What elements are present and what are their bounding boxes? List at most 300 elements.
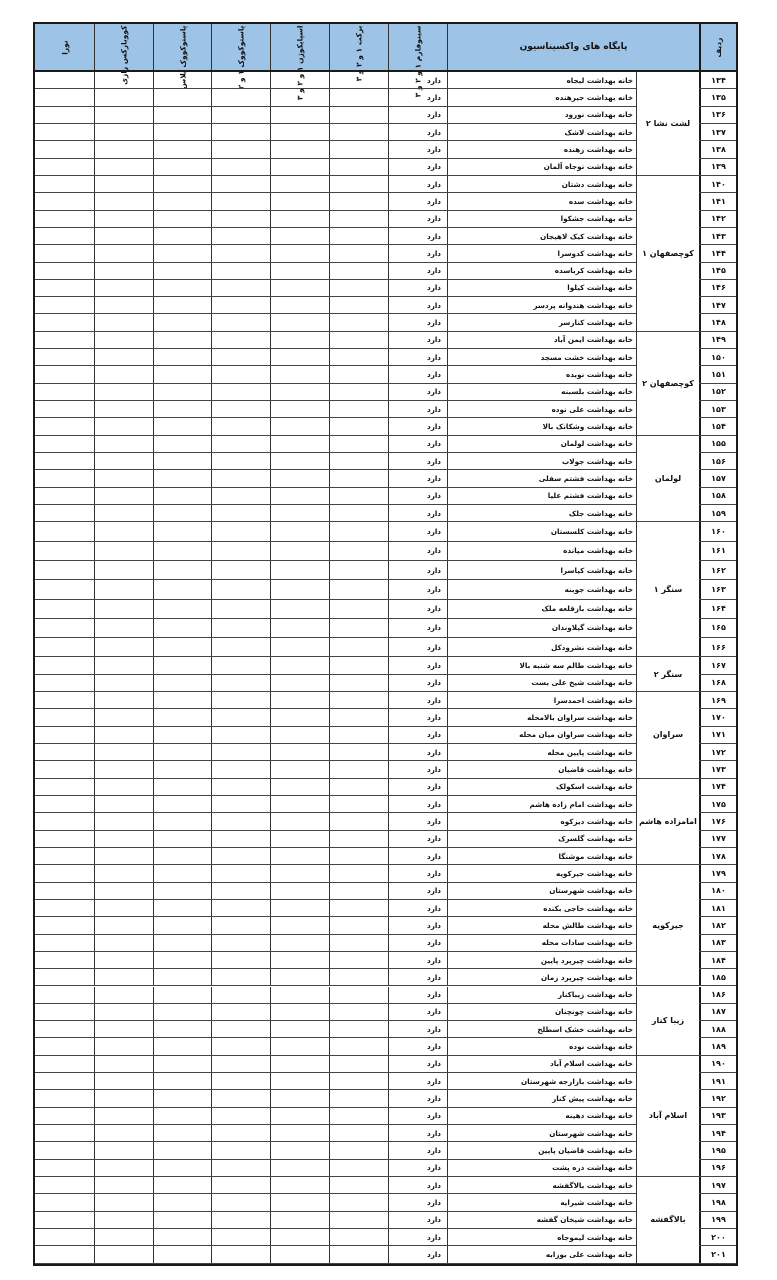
cell-sinopharm-status: دارد	[388, 1108, 447, 1124]
cell-site-name: خانه بهداشت نشرودکل	[447, 638, 636, 656]
cell-pasteur-12	[211, 727, 270, 743]
header-spikogen-label: اسپایکوژن ۱ و ۲ و ۳	[295, 25, 305, 100]
cell-site-name: خانه بهداشت طالش محله	[447, 917, 636, 933]
table-row	[35, 488, 736, 505]
cell-razi	[94, 900, 153, 916]
cell-site-name: خانه بهداشت زهنده	[447, 141, 636, 157]
cell-spikogen	[270, 1004, 329, 1020]
cell-row-number: ۱۳۴	[699, 72, 736, 88]
cell-pasteur-plus	[153, 89, 211, 105]
cell-row-number: ۱۶۳	[699, 580, 736, 598]
cell-pasteur-plus	[153, 124, 211, 140]
cell-site-name: خانه بهداشت اسلام آباد	[447, 1056, 636, 1072]
cell-row-number: ۱۷۹	[699, 865, 736, 881]
cell-barekat	[329, 813, 388, 829]
cell-razi	[94, 638, 153, 656]
cell-sinopharm-status: دارد	[388, 349, 447, 365]
cell-barekat	[329, 418, 388, 434]
cell-row-number: ۱۴۸	[699, 314, 736, 330]
cell-spikogen	[270, 831, 329, 847]
cell-site-name: خانه بهداشت سراوان بالامحله	[447, 709, 636, 725]
cell-noora	[35, 488, 94, 504]
cell-site-name: خانه بهداشت خشک اسطلخ	[447, 1021, 636, 1037]
cell-barekat	[329, 727, 388, 743]
cell-barekat	[329, 72, 388, 88]
cell-row-number: ۱۹۰	[699, 1056, 736, 1072]
cell-pasteur-plus	[153, 883, 211, 899]
cell-sinopharm-status: دارد	[388, 89, 447, 105]
cell-spikogen	[270, 332, 329, 348]
cell-spikogen	[270, 1056, 329, 1072]
cell-barekat	[329, 883, 388, 899]
cell-pasteur-12	[211, 744, 270, 760]
cell-spikogen	[270, 1125, 329, 1141]
cell-pasteur-12	[211, 657, 270, 673]
table-row	[35, 542, 736, 561]
cell-pasteur-12	[211, 159, 270, 175]
cell-noora	[35, 1038, 94, 1054]
cell-site-name: خانه بهداشت گلسرک	[447, 831, 636, 847]
cell-pasteur-12	[211, 900, 270, 916]
table-row	[35, 1090, 736, 1107]
cell-barekat	[329, 263, 388, 279]
cell-razi	[94, 831, 153, 847]
cell-pasteur-12	[211, 779, 270, 795]
cell-razi	[94, 1229, 153, 1245]
cell-spikogen	[270, 619, 329, 637]
cell-pasteur-12	[211, 141, 270, 157]
cell-barekat	[329, 952, 388, 968]
cell-sinopharm-status: دارد	[388, 561, 447, 579]
cell-spikogen	[270, 761, 329, 777]
cell-row-number: ۱۷۳	[699, 761, 736, 777]
cell-sinopharm-status: دارد	[388, 436, 447, 452]
table-row	[35, 384, 736, 401]
cell-razi	[94, 580, 153, 598]
cell-barekat	[329, 107, 388, 123]
cell-noora	[35, 176, 94, 192]
cell-noora	[35, 709, 94, 725]
cell-pasteur-plus	[153, 600, 211, 618]
cell-sinopharm-status: دارد	[388, 280, 447, 296]
group-cell: سنگر ۱	[636, 522, 699, 657]
table-row	[35, 761, 736, 778]
cell-sinopharm-status: دارد	[388, 332, 447, 348]
cell-row-number: ۱۵۹	[699, 505, 736, 521]
cell-pasteur-plus	[153, 159, 211, 175]
cell-row-number: ۱۵۳	[699, 401, 736, 417]
cell-noora	[35, 779, 94, 795]
cell-pasteur-plus	[153, 1160, 211, 1176]
group-cell: جیرکویه	[636, 865, 699, 986]
cell-noora	[35, 952, 94, 968]
cell-site-name: خانه بهداشت جولاب	[447, 453, 636, 469]
cell-site-name: خانه بهداشت دشتان	[447, 176, 636, 192]
table-row	[35, 1229, 736, 1246]
header-site-label: پایگاه های واکسیناسیون	[519, 42, 628, 52]
cell-barekat	[329, 297, 388, 313]
cell-razi	[94, 1038, 153, 1054]
cell-pasteur-12	[211, 796, 270, 812]
table-row	[35, 453, 736, 470]
cell-site-name: خانه بهداشت جوبنه	[447, 580, 636, 598]
cell-razi	[94, 796, 153, 812]
cell-row-number: ۱۴۱	[699, 193, 736, 209]
cell-barekat	[329, 542, 388, 560]
cell-pasteur-plus	[153, 619, 211, 637]
cell-site-name: خانه بهداشت امام زاده هاشم	[447, 796, 636, 812]
cell-pasteur-12	[211, 865, 270, 881]
cell-pasteur-plus	[153, 107, 211, 123]
cell-sinopharm-status: دارد	[388, 505, 447, 521]
cell-pasteur-plus	[153, 1004, 211, 1020]
header-pasteur-plus-label: پاستوکووک پلاس	[178, 25, 187, 89]
header-noora-label: نورا	[60, 39, 69, 55]
cell-pasteur-12	[211, 1177, 270, 1193]
cell-site-name: خانه بهداشت بلسبنه	[447, 384, 636, 400]
cell-razi	[94, 418, 153, 434]
cell-pasteur-12	[211, 935, 270, 951]
cell-site-name: خانه بهداشت فشتم سفلی	[447, 470, 636, 486]
cell-site-name: خانه بهداشت موشنگا	[447, 848, 636, 864]
cell-barekat	[329, 1125, 388, 1141]
cell-sinopharm-status: دارد	[388, 1212, 447, 1228]
cell-razi	[94, 193, 153, 209]
cell-site-name: خانه بهداشت بالاگفشه	[447, 1177, 636, 1193]
cell-site-name: خانه بهداشت شهرستان	[447, 1125, 636, 1141]
cell-pasteur-plus	[153, 401, 211, 417]
cell-site-name: خانه بهداشت جیرکویه	[447, 865, 636, 881]
cell-row-number: ۱۹۳	[699, 1108, 736, 1124]
cell-noora	[35, 657, 94, 673]
cell-barekat	[329, 193, 388, 209]
cell-razi	[94, 384, 153, 400]
cell-site-name: خانه بهداشت هندوانه پردسر	[447, 297, 636, 313]
cell-barekat	[329, 384, 388, 400]
cell-sinopharm-status: دارد	[388, 675, 447, 691]
cell-sinopharm-status: دارد	[388, 1177, 447, 1193]
table-row	[35, 522, 736, 541]
cell-site-name: خانه بهداشت احمدسرا	[447, 692, 636, 708]
cell-razi	[94, 917, 153, 933]
cell-sinopharm-status: دارد	[388, 72, 447, 88]
cell-pasteur-12	[211, 709, 270, 725]
table-row	[35, 638, 736, 657]
cell-row-number: ۱۹۱	[699, 1073, 736, 1089]
cell-sinopharm-status: دارد	[388, 1160, 447, 1176]
cell-razi	[94, 542, 153, 560]
cell-barekat	[329, 1160, 388, 1176]
cell-site-name: خانه بهداشت پیش کنار	[447, 1090, 636, 1106]
cell-spikogen	[270, 542, 329, 560]
cell-noora	[35, 89, 94, 105]
group-cell: لولمان	[636, 436, 699, 523]
cell-noora	[35, 796, 94, 812]
cell-razi	[94, 969, 153, 985]
cell-site-name: خانه بهداشت علی نوده	[447, 401, 636, 417]
group-cell: سراوان	[636, 692, 699, 779]
cell-barekat	[329, 401, 388, 417]
cell-row-number: ۱۹۸	[699, 1194, 736, 1210]
header-razi	[94, 24, 153, 85]
cell-pasteur-plus	[153, 470, 211, 486]
cell-row-number: ۱۷۲	[699, 744, 736, 760]
cell-pasteur-12	[211, 1021, 270, 1037]
cell-sinopharm-status: دارد	[388, 883, 447, 899]
cell-barekat	[329, 89, 388, 105]
cell-razi	[94, 228, 153, 244]
cell-sinopharm-status: دارد	[388, 453, 447, 469]
cell-spikogen	[270, 744, 329, 760]
table-row	[35, 332, 736, 349]
table-row	[35, 675, 736, 692]
group-cell: لشت نشا ۲	[636, 72, 699, 176]
cell-spikogen	[270, 657, 329, 673]
cell-pasteur-12	[211, 675, 270, 691]
cell-razi	[94, 779, 153, 795]
table-row	[35, 1125, 736, 1142]
cell-row-number: ۱۶۸	[699, 675, 736, 691]
cell-row-number: ۱۵۱	[699, 366, 736, 382]
cell-site-name: خانه بهداشت شهرستان	[447, 883, 636, 899]
cell-row-number: ۱۳۵	[699, 89, 736, 105]
cell-spikogen	[270, 900, 329, 916]
cell-noora	[35, 124, 94, 140]
cell-sinopharm-status: دارد	[388, 619, 447, 637]
cell-pasteur-12	[211, 470, 270, 486]
cell-row-number: ۱۹۷	[699, 1177, 736, 1193]
cell-barekat	[329, 561, 388, 579]
cell-spikogen	[270, 314, 329, 330]
vaccination-sites-table	[33, 22, 738, 1266]
cell-pasteur-plus	[153, 211, 211, 227]
cell-row-number: ۱۵۵	[699, 436, 736, 452]
cell-pasteur-plus	[153, 657, 211, 673]
table-row	[35, 744, 736, 761]
cell-spikogen	[270, 917, 329, 933]
cell-pasteur-12	[211, 124, 270, 140]
cell-spikogen	[270, 1246, 329, 1262]
cell-site-name: خانه بهداشت شیخان گفشه	[447, 1212, 636, 1228]
cell-noora	[35, 1160, 94, 1176]
cell-spikogen	[270, 522, 329, 540]
cell-barekat	[329, 280, 388, 296]
cell-pasteur-plus	[153, 744, 211, 760]
cell-row-number: ۲۰۱	[699, 1246, 736, 1262]
cell-pasteur-plus	[153, 314, 211, 330]
cell-pasteur-12	[211, 89, 270, 105]
cell-pasteur-12	[211, 580, 270, 598]
cell-razi	[94, 952, 153, 968]
header-pasteur-12	[211, 24, 270, 89]
cell-row-number: ۱۷۴	[699, 779, 736, 795]
cell-sinopharm-status: دارد	[388, 1125, 447, 1141]
cell-razi	[94, 159, 153, 175]
cell-razi	[94, 89, 153, 105]
table-row	[35, 1073, 736, 1090]
cell-razi	[94, 1177, 153, 1193]
cell-pasteur-12	[211, 542, 270, 560]
cell-spikogen	[270, 813, 329, 829]
cell-row-number: ۱۳۷	[699, 124, 736, 140]
cell-sinopharm-status: دارد	[388, 1090, 447, 1106]
cell-noora	[35, 107, 94, 123]
table-row	[35, 865, 736, 882]
cell-spikogen	[270, 1212, 329, 1228]
table-row	[35, 176, 736, 193]
cell-sinopharm-status: دارد	[388, 580, 447, 598]
cell-pasteur-plus	[153, 1194, 211, 1210]
cell-sinopharm-status: دارد	[388, 709, 447, 725]
cell-sinopharm-status: دارد	[388, 107, 447, 123]
table-row	[35, 436, 736, 453]
cell-spikogen	[270, 263, 329, 279]
cell-sinopharm-status: دارد	[388, 935, 447, 951]
cell-site-name: خانه بهداشت قاضیان	[447, 761, 636, 777]
cell-site-name: خانه بهداشت وشکانک بالا	[447, 418, 636, 434]
cell-razi	[94, 263, 153, 279]
table-row	[35, 297, 736, 314]
cell-razi	[94, 883, 153, 899]
cell-pasteur-plus	[153, 1108, 211, 1124]
cell-razi	[94, 1142, 153, 1158]
cell-razi	[94, 619, 153, 637]
cell-noora	[35, 865, 94, 881]
cell-pasteur-12	[211, 211, 270, 227]
cell-pasteur-plus	[153, 1021, 211, 1037]
cell-barekat	[329, 580, 388, 598]
cell-spikogen	[270, 1038, 329, 1054]
cell-site-name: خانه بهداشت پایین محله	[447, 744, 636, 760]
table-row	[35, 349, 736, 366]
table-row	[35, 917, 736, 934]
cell-spikogen	[270, 384, 329, 400]
cell-barekat	[329, 228, 388, 244]
cell-site-name: خانه بهداشت شیرایه	[447, 1194, 636, 1210]
cell-pasteur-12	[211, 436, 270, 452]
cell-pasteur-plus	[153, 796, 211, 812]
cell-barekat	[329, 159, 388, 175]
table-row	[35, 193, 736, 210]
cell-barekat	[329, 1246, 388, 1262]
cell-site-name: خانه بهداشت چیرپرد پایین	[447, 952, 636, 968]
cell-sinopharm-status: دارد	[388, 796, 447, 812]
cell-barekat	[329, 935, 388, 951]
cell-sinopharm-status: دارد	[388, 987, 447, 1003]
cell-pasteur-plus	[153, 263, 211, 279]
cell-razi	[94, 709, 153, 725]
cell-razi	[94, 692, 153, 708]
cell-site-name: خانه بهداشت چونچنان	[447, 1004, 636, 1020]
cell-spikogen	[270, 561, 329, 579]
cell-pasteur-12	[211, 228, 270, 244]
cell-barekat	[329, 141, 388, 157]
cell-pasteur-plus	[153, 692, 211, 708]
cell-site-name: خانه بهداشت لیجاه	[447, 72, 636, 88]
cell-razi	[94, 600, 153, 618]
table-row	[35, 1056, 736, 1073]
table-row	[35, 1212, 736, 1229]
cell-noora	[35, 1090, 94, 1106]
cell-site-name: خانه بهداشت دهینه	[447, 1108, 636, 1124]
cell-razi	[94, 813, 153, 829]
table-body	[35, 72, 736, 1264]
cell-noora	[35, 1229, 94, 1245]
group-cell: امامزاده هاشم	[636, 779, 699, 866]
cell-pasteur-plus	[153, 193, 211, 209]
cell-site-name: خانه بهداشت لیموجاه	[447, 1229, 636, 1245]
cell-barekat	[329, 709, 388, 725]
cell-sinopharm-status: دارد	[388, 917, 447, 933]
cell-spikogen	[270, 436, 329, 452]
cell-barekat	[329, 505, 388, 521]
table-row	[35, 314, 736, 331]
cell-sinopharm-status: دارد	[388, 865, 447, 881]
cell-pasteur-plus	[153, 727, 211, 743]
table-row	[35, 692, 736, 709]
cell-barekat	[329, 1229, 388, 1245]
cell-row-number: ۱۴۳	[699, 228, 736, 244]
cell-sinopharm-status: دارد	[388, 1142, 447, 1158]
header-pasteur-12-label: پاستوکووک ۱ و ۲	[236, 25, 246, 89]
cell-site-name: خانه بهداشت بازقلعه ملک	[447, 600, 636, 618]
cell-site-name: خانه بهداشت جیرهنده	[447, 89, 636, 105]
cell-row-number: ۱۴۷	[699, 297, 736, 313]
group-cell: کوچصفهان ۱	[636, 176, 699, 332]
cell-spikogen	[270, 366, 329, 382]
cell-pasteur-plus	[153, 141, 211, 157]
cell-pasteur-plus	[153, 297, 211, 313]
cell-noora	[35, 692, 94, 708]
cell-pasteur-plus	[153, 522, 211, 540]
cell-spikogen	[270, 245, 329, 261]
cell-barekat	[329, 761, 388, 777]
cell-noora	[35, 141, 94, 157]
cell-razi	[94, 107, 153, 123]
cell-razi	[94, 488, 153, 504]
cell-sinopharm-status: دارد	[388, 779, 447, 795]
cell-row-number: ۱۶۴	[699, 600, 736, 618]
table-row	[35, 470, 736, 487]
cell-pasteur-plus	[153, 1212, 211, 1228]
cell-row-number: ۱۹۶	[699, 1160, 736, 1176]
cell-barekat	[329, 779, 388, 795]
cell-sinopharm-status: دارد	[388, 900, 447, 916]
cell-row-number: ۱۶۶	[699, 638, 736, 656]
header-row-no-label: ردیف	[714, 37, 723, 57]
cell-sinopharm-status: دارد	[388, 657, 447, 673]
table-row	[35, 1004, 736, 1021]
cell-spikogen	[270, 176, 329, 192]
cell-site-name: خانه بهداشت اسکولک	[447, 779, 636, 795]
cell-site-name: خانه بهداشت قاضیان پایین	[447, 1142, 636, 1158]
table-row	[35, 89, 736, 106]
cell-pasteur-plus	[153, 1090, 211, 1106]
cell-noora	[35, 744, 94, 760]
cell-row-number: ۱۸۴	[699, 952, 736, 968]
table-row	[35, 1108, 736, 1125]
table-row	[35, 401, 736, 418]
table-row	[35, 107, 736, 124]
cell-spikogen	[270, 89, 329, 105]
cell-row-number: ۱۴۹	[699, 332, 736, 348]
cell-spikogen	[270, 505, 329, 521]
cell-pasteur-12	[211, 1212, 270, 1228]
cell-row-number: ۱۶۵	[699, 619, 736, 637]
cell-sinopharm-status: دارد	[388, 1021, 447, 1037]
cell-pasteur-plus	[153, 580, 211, 598]
cell-sinopharm-status: دارد	[388, 969, 447, 985]
